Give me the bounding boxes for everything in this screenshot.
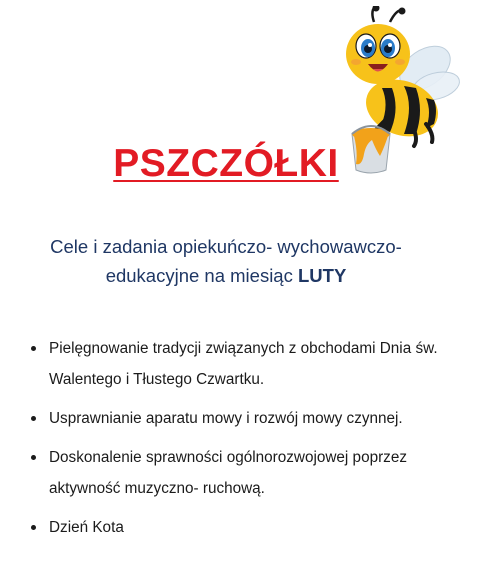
goal-item bbox=[31, 512, 451, 543]
bullet-icon bbox=[31, 455, 36, 460]
bullet-icon bbox=[31, 416, 36, 421]
bullet-icon bbox=[31, 525, 36, 530]
bee-head bbox=[346, 24, 410, 84]
goal-text-line-1: Pielęgnowanie tradycji związanych z obchodami Dnia św. bbox=[49, 340, 438, 357]
subtitle-month: LUTY bbox=[298, 265, 347, 286]
subtitle-line-1: Cele i zadania opiekuńczo- wychowawczo- bbox=[50, 236, 402, 257]
goal-item bbox=[31, 442, 451, 504]
goal-text-line-1: Dzień Kota bbox=[49, 519, 124, 536]
page-title: PSZCZÓŁKI bbox=[113, 142, 339, 185]
subtitle-line-2: edukacyjne na miesiąc bbox=[105, 265, 298, 286]
goals-list bbox=[31, 333, 451, 551]
goal-item bbox=[31, 403, 451, 434]
page-subtitle bbox=[0, 232, 452, 290]
goal-text-line-2: Walentego i Tłustego Czwartku. bbox=[49, 371, 265, 388]
goal-text-line-2: aktywność muzyczno- ruchową. bbox=[49, 480, 265, 497]
goal-text-line-1: Usprawnianie aparatu mowy i rozwój mowy czynnej. bbox=[49, 410, 403, 427]
bullet-icon bbox=[31, 346, 36, 351]
goal-text-line-1: Doskonalenie sprawności ogólnorozwojowej poprzez bbox=[49, 449, 407, 466]
goal-item bbox=[31, 333, 451, 395]
